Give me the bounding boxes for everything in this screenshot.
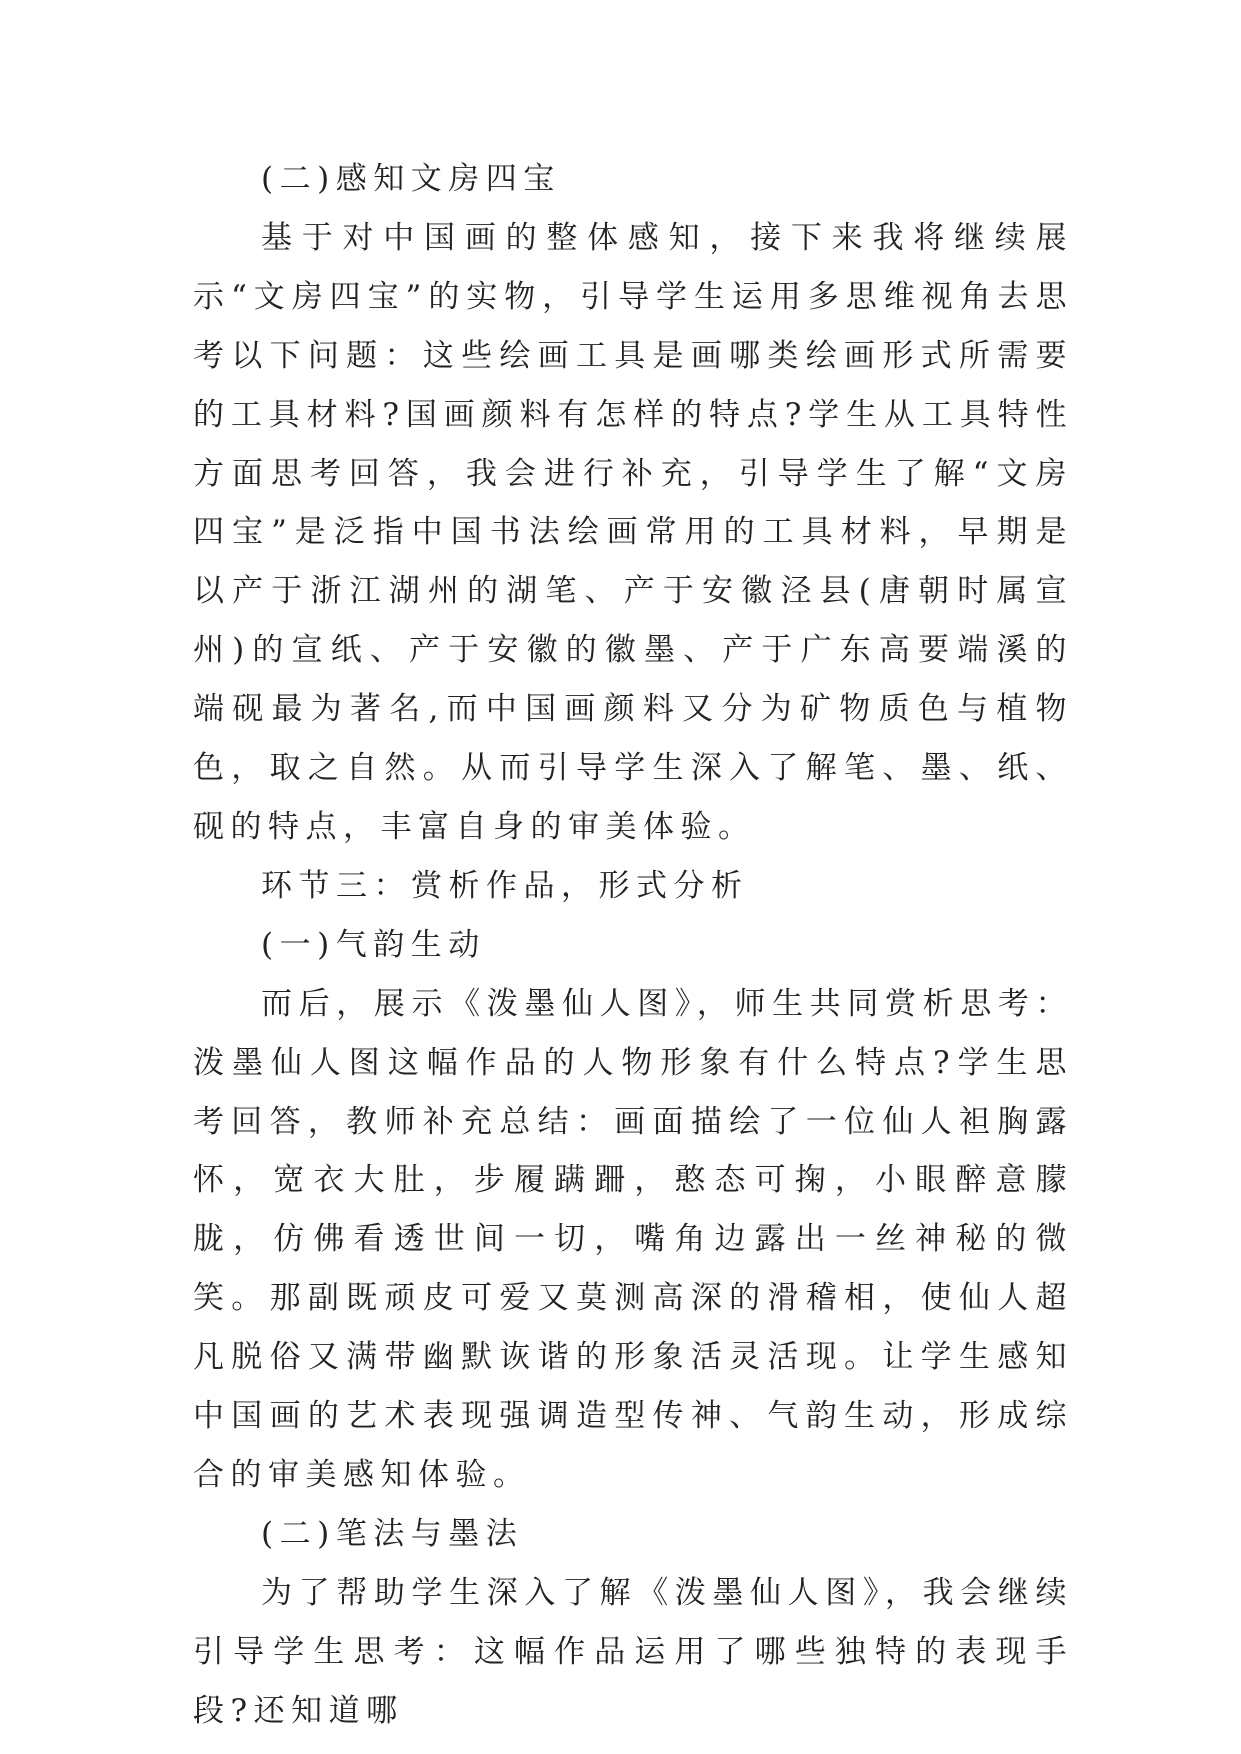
section-heading-perceive-four-treasures: (二)感知文房四宝 <box>261 161 561 197</box>
section-heading-stage-three: 环节三：赏析作品，形式分析 <box>261 867 749 904</box>
paragraph-brush-and-ink: 为了帮助学生深入了解《泼墨仙人图》，我会继续引导学生思考：这幅作品运用了哪些独特的表现手段?还知道哪 <box>193 1574 1073 1729</box>
paragraph-four-treasures: 基于对中国画的整体感知，接下来我将继续展示“文房四宝”的实物，引导学生运用多思维视角去思考以下问题：这些绘画工具是画哪类绘画形式所需要的工具材料?国画颜料有怎样的特点?学生从工具特性方面思考回答，我会进行补充，引导学生了解“文房四宝”是泛指中国书法绘画常用的工具材料，早期是以产于浙江湖州的湖笔、产于安徽泾县(唐朝时属宣州)的宣纸、产于安徽的徽墨、产于广东高要端溪的端砚最为著名,而中国画颜料又分为矿物质色与植物色，取之自然。从而引导学生深入了解笔、墨、纸、砚的特点，丰富自身的审美体验。 <box>193 219 1073 845</box>
document-body <box>193 150 1073 1740</box>
section-heading-vivid-spirit: (一)气韵生动 <box>261 926 486 963</box>
section-heading-brush-and-ink: (二)笔法与墨法 <box>261 1515 524 1552</box>
paragraph-splash-ink-immortal: 而后，展示《泼墨仙人图》，师生共同赏析思考：泼墨仙人图这幅作品的人物形象有什么特点?学生思考回答，教师补充总结：画面描绘了一位仙人袒胸露怀，宽衣大肚，步履蹒跚，憨态可掬，小眼醉意朦胧，仿佛看透世间一切，嘴角边露出一丝神秘的微笑。那副既顽皮可爱又莫测高深的滑稽相，使仙人超凡脱俗又满带幽默诙谐的形象活灵活现。让学生感知中国画的艺术表现强调造型传神、气韵生动，形成综合的审美感知体验。 <box>193 985 1073 1493</box>
